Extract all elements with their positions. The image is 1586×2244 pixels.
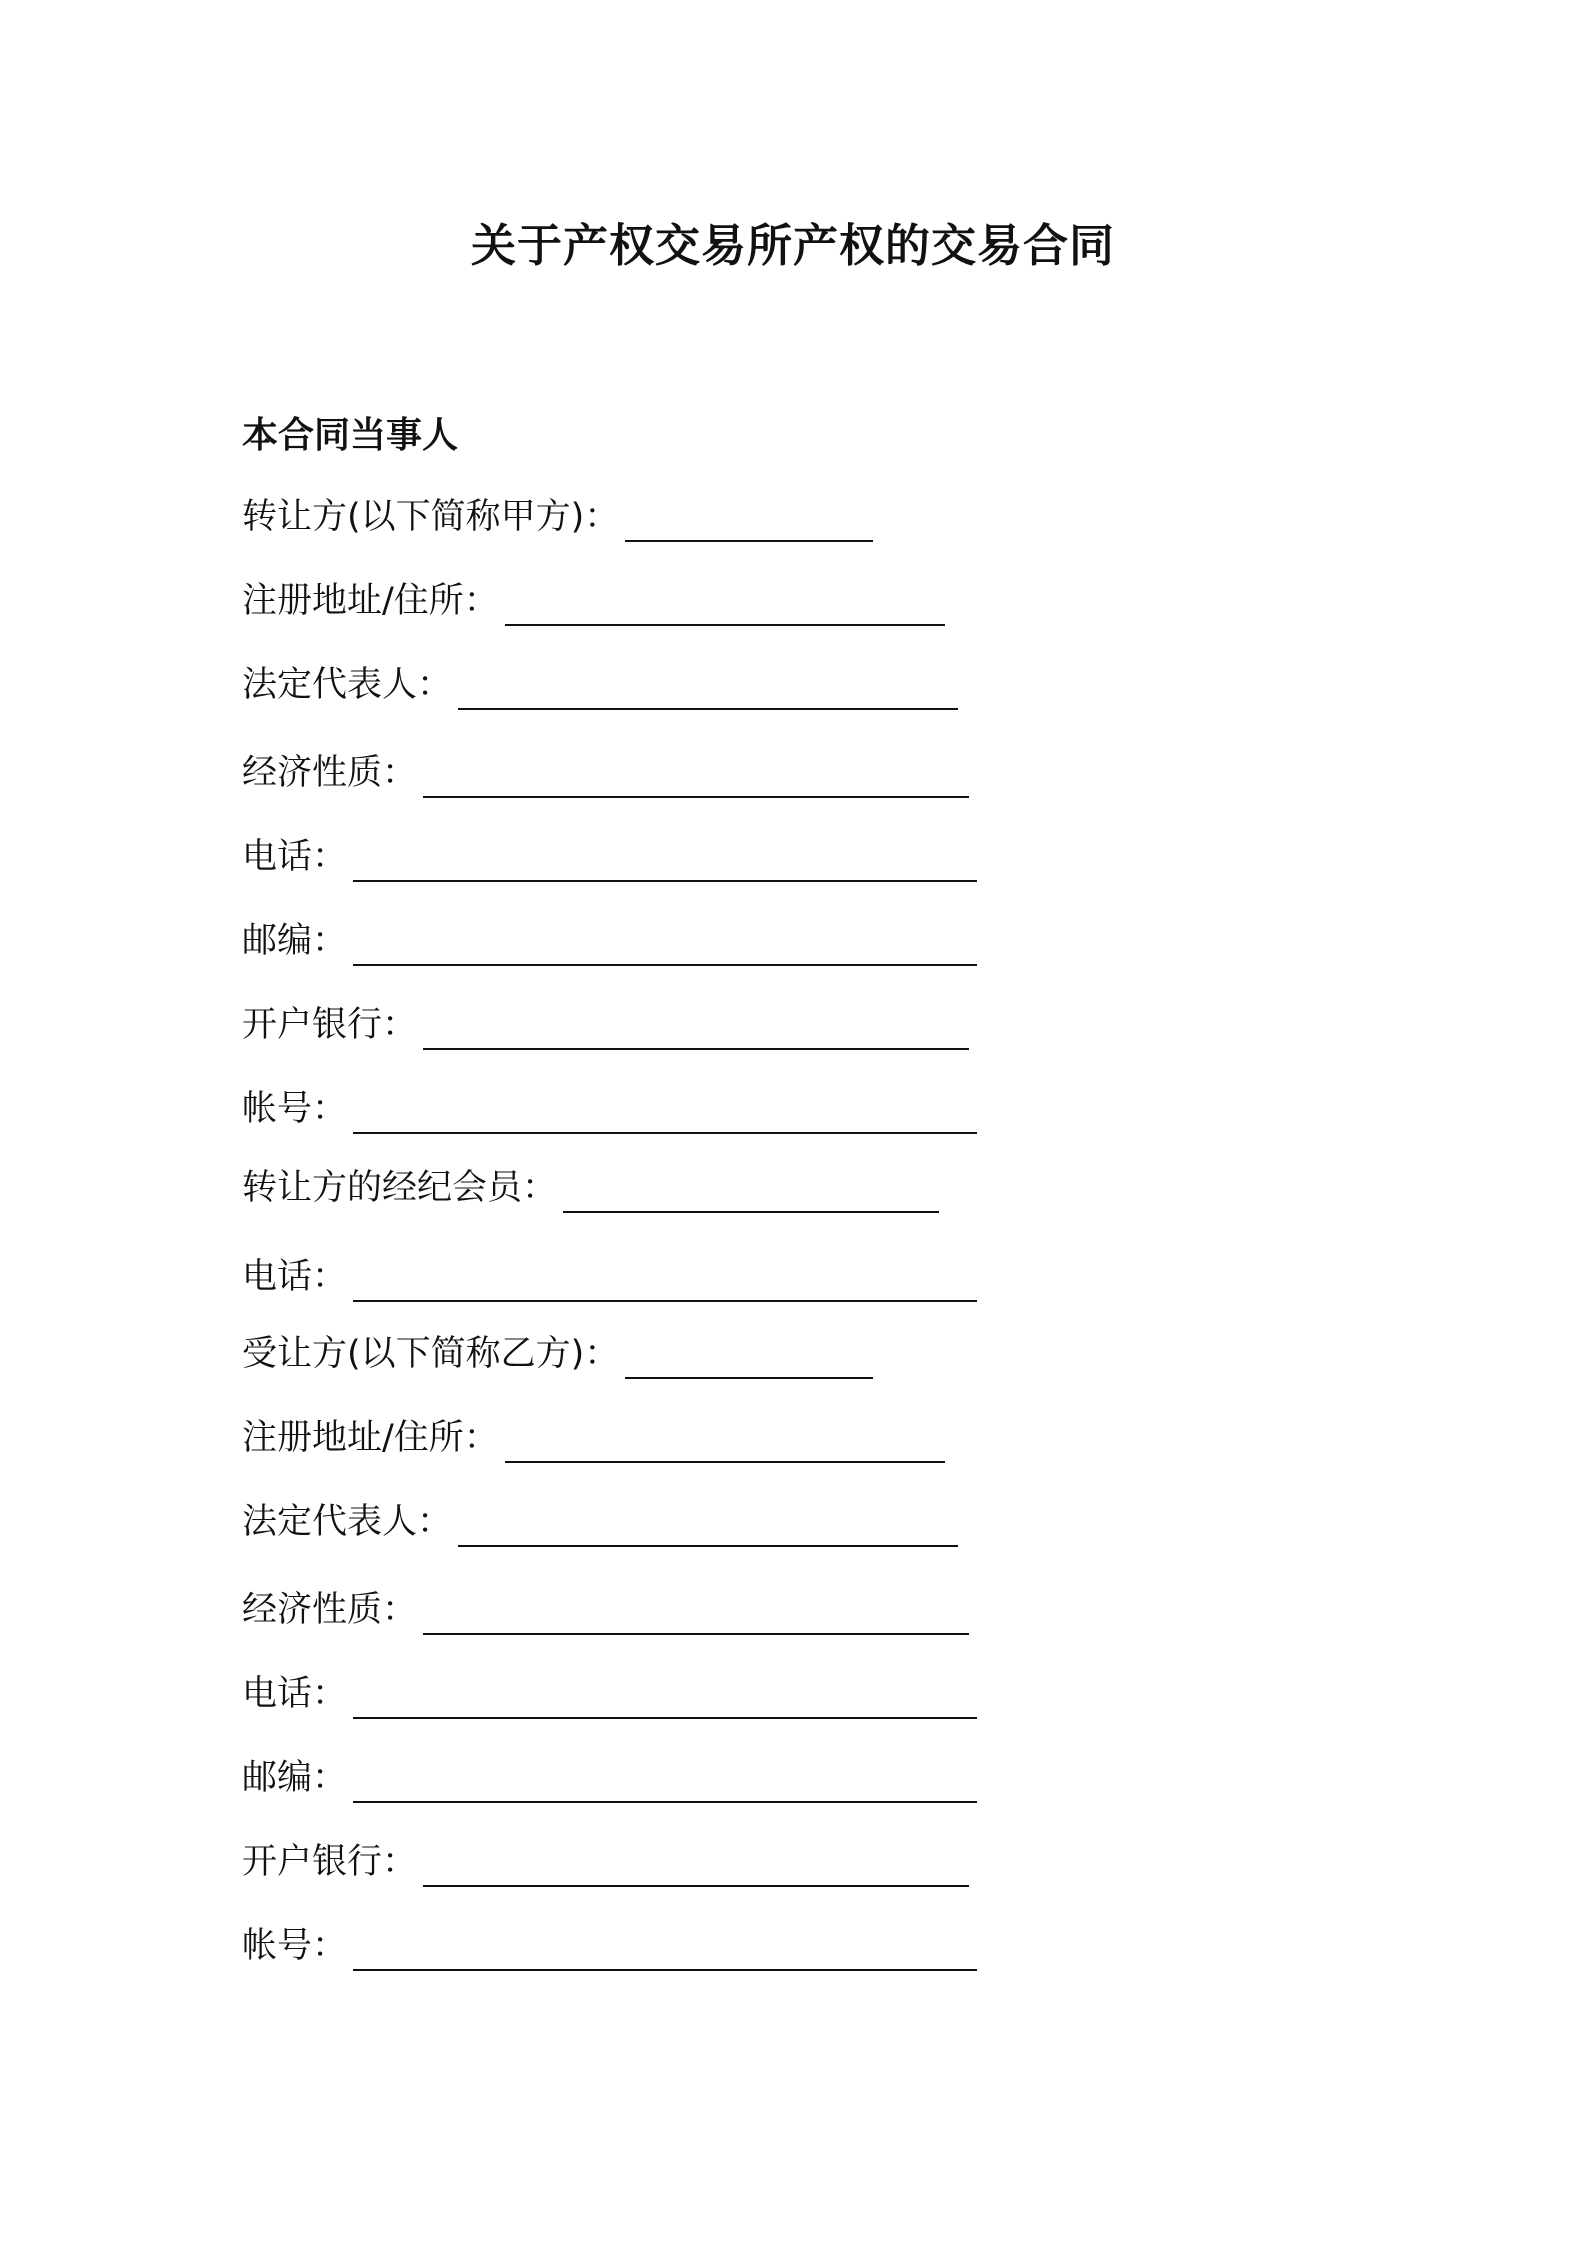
- fill-in-blank[interactable]: [423, 1595, 969, 1635]
- fill-in-blank[interactable]: [423, 758, 969, 798]
- field-line: [242, 1084, 977, 1134]
- field-line: [242, 576, 945, 626]
- fill-in-blank[interactable]: [423, 1847, 969, 1887]
- fill-in-blank[interactable]: [625, 1339, 873, 1379]
- field-line: [242, 1163, 939, 1213]
- field-label: 法定代表人：: [242, 665, 453, 705]
- field-label: 注册地址/住所：: [242, 1418, 499, 1458]
- field-line: [242, 916, 977, 966]
- fill-in-blank[interactable]: [505, 1423, 945, 1463]
- field-label: 电话：: [242, 837, 348, 877]
- field-label: 电话：: [242, 1674, 348, 1714]
- fill-in-blank[interactable]: [353, 926, 977, 966]
- field-label: 转让方的经纪会员：: [242, 1168, 558, 1208]
- field-line: [242, 1585, 969, 1635]
- field-label: 注册地址/住所：: [242, 581, 499, 621]
- fill-in-blank[interactable]: [458, 670, 958, 710]
- fill-in-blank[interactable]: [625, 502, 873, 542]
- section-heading-parties: 本合同当事人: [242, 415, 459, 456]
- field-label: 邮编：: [242, 921, 348, 961]
- fill-in-blank[interactable]: [353, 1931, 977, 1971]
- field-line: [242, 1497, 958, 1547]
- fill-in-blank[interactable]: [458, 1507, 958, 1547]
- field-line: [242, 1669, 977, 1719]
- field-label: 法定代表人：: [242, 1502, 453, 1542]
- field-line: [242, 1753, 977, 1803]
- field-line: [242, 1921, 977, 1971]
- fill-in-blank[interactable]: [353, 842, 977, 882]
- field-line: [242, 1329, 873, 1379]
- field-line: [242, 660, 958, 710]
- fill-in-blank[interactable]: [423, 1010, 969, 1050]
- fill-in-blank[interactable]: [353, 1094, 977, 1134]
- document-title: 关于产权交易所产权的交易合同: [470, 219, 1115, 272]
- field-label: 帐号：: [242, 1089, 348, 1129]
- field-line: [242, 1413, 945, 1463]
- field-line: [242, 1837, 969, 1887]
- field-label: 开户银行：: [242, 1005, 418, 1045]
- fill-in-blank[interactable]: [353, 1262, 977, 1302]
- fill-in-blank[interactable]: [563, 1173, 939, 1213]
- field-label: 开户银行：: [242, 1842, 418, 1882]
- field-line: [242, 1000, 969, 1050]
- field-label: 经济性质：: [242, 753, 418, 793]
- field-label: 转让方(以下简称甲方)：: [242, 497, 620, 537]
- field-label: 帐号：: [242, 1926, 348, 1966]
- field-line: [242, 748, 969, 798]
- fill-in-blank[interactable]: [353, 1679, 977, 1719]
- field-label: 邮编：: [242, 1758, 348, 1798]
- field-line: [242, 832, 977, 882]
- field-line: [242, 492, 873, 542]
- field-line: [242, 1252, 977, 1302]
- field-label: 受让方(以下简称乙方)：: [242, 1334, 620, 1374]
- fill-in-blank[interactable]: [505, 586, 945, 626]
- fill-in-blank[interactable]: [353, 1763, 977, 1803]
- field-label: 电话：: [242, 1257, 348, 1297]
- field-label: 经济性质：: [242, 1590, 418, 1630]
